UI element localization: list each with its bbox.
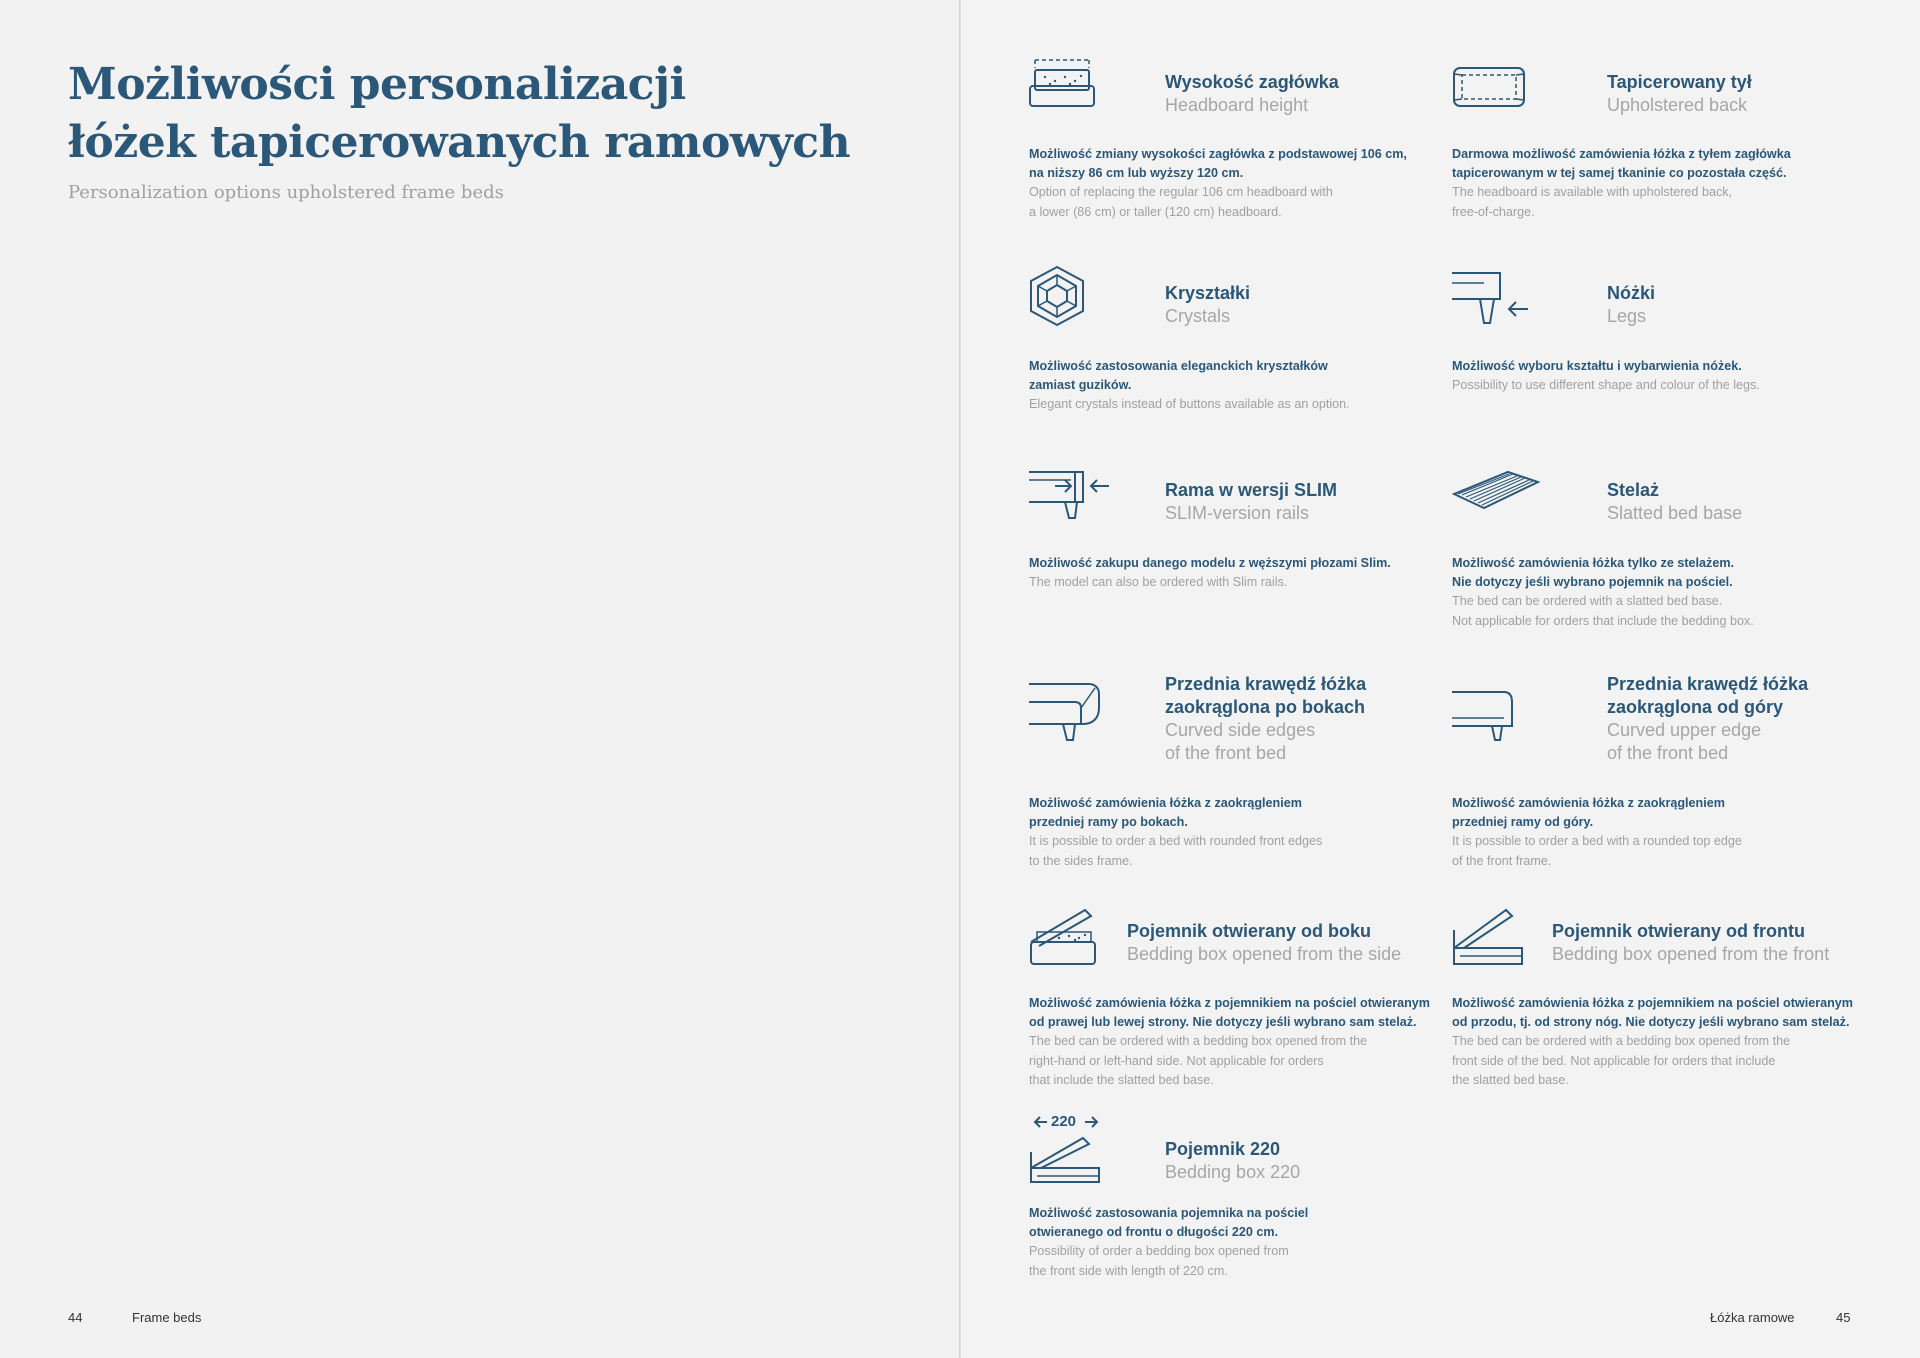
feature-title-pl: Tapicerowany tył bbox=[1607, 72, 1752, 92]
feature-title-en: Bedding box opened from the front bbox=[1552, 944, 1830, 964]
feature-title-en: SLIM-version rails bbox=[1165, 503, 1310, 523]
headboard-height-icon bbox=[1029, 56, 1101, 114]
title-line-2: łóżek tapicerowanych ramowych bbox=[68, 117, 851, 168]
feature-title-pl: Przednia krawędź łóżka zaokrąglona po bokach bbox=[1165, 674, 1367, 717]
feature-desc-en: The bed can be ordered with a bedding box opened from the right-hand or left-hand side. Not applicable for orders that include the slatted bed base. bbox=[1029, 1034, 1368, 1087]
feature-desc-en: Possibility of order a bedding box opened from the front side with length of 220 cm. bbox=[1029, 1244, 1289, 1278]
page-title bbox=[68, 56, 850, 172]
feature-description bbox=[1452, 357, 1872, 395]
feature-heading bbox=[1552, 920, 1829, 966]
feature-desc-en: Elegant crystals instead of buttons available as an option. bbox=[1029, 397, 1350, 412]
feature-description bbox=[1452, 145, 1872, 222]
feature-description bbox=[1029, 554, 1449, 592]
feature-desc-pl: Możliwość zakupu danego modelu z węższymi płozami Slim. bbox=[1029, 556, 1391, 570]
right-page-number: 45 bbox=[1836, 1310, 1851, 1325]
slim-rails-icon bbox=[1029, 468, 1113, 522]
feature-description bbox=[1029, 357, 1449, 415]
feature-title-pl: Nóżki bbox=[1607, 283, 1656, 303]
left-page-number: 44 bbox=[68, 1310, 83, 1325]
feature-desc-pl: Możliwość zmiany wysokości zagłówka z podstawowej 106 cm, na niższy 86 cm lub wyższy 120 cm. bbox=[1029, 147, 1407, 181]
feature-title-pl: Przednia krawędź łóżka zaokrąglona od góry bbox=[1607, 674, 1809, 717]
feature-description bbox=[1029, 145, 1449, 222]
feature-desc-en: Possibility to use different shape and colour of the legs. bbox=[1452, 378, 1760, 393]
right-page bbox=[961, 0, 1920, 1358]
feature-desc-pl: Możliwość zamówienia łóżka z pojemnikiem na pościel otwieranym od prawej lub lewej strony. Nie dotyczy jeśli wybrano sam stelaż. bbox=[1029, 996, 1431, 1030]
side-bedding-box-icon bbox=[1029, 908, 1101, 968]
feature-description bbox=[1029, 794, 1449, 871]
feature-desc-pl: Możliwość zastosowania eleganckich kryształków zamiast guzików. bbox=[1029, 359, 1328, 393]
feature-description bbox=[1452, 794, 1872, 871]
feature-heading bbox=[1607, 673, 1808, 765]
feature-desc-en: Option of replacing the regular 106 cm headboard with a lower (86 cm) or taller (120 cm) headboard. bbox=[1029, 185, 1333, 219]
feature-title-en: Curved side edges of the front bed bbox=[1165, 720, 1316, 763]
feature-title-en: Bedding box 220 bbox=[1165, 1162, 1301, 1182]
right-section-name: Łóżka ramowe bbox=[1710, 1310, 1795, 1325]
feature-desc-en: The model can also be ordered with Slim rails. bbox=[1029, 575, 1288, 590]
front-bedding-box-icon bbox=[1452, 908, 1526, 968]
feature-description bbox=[1029, 1204, 1449, 1281]
page-subtitle: Personalization options upholstered frame beds bbox=[68, 182, 504, 203]
feature-title-en: Legs bbox=[1607, 306, 1647, 326]
feature-title-pl: Kryształki bbox=[1165, 283, 1251, 303]
feature-heading bbox=[1607, 71, 1752, 117]
feature-heading bbox=[1607, 282, 1655, 328]
feature-desc-pl: Możliwość zamówienia łóżka z pojemnikiem na pościel otwieranym od przodu, tj. od strony nóg. Nie dotyczy jeśli wybrano sam stelaż. bbox=[1452, 996, 1854, 1030]
feature-title-en: Curved upper edge of the front bed bbox=[1607, 720, 1762, 763]
feature-desc-pl: Możliwość zamówienia łóżka z zaokrągleniem przedniej ramy od góry. bbox=[1452, 796, 1725, 830]
feature-heading bbox=[1165, 1138, 1300, 1184]
slatted-base-icon bbox=[1452, 468, 1542, 514]
feature-desc-en: The bed can be ordered with a bedding box opened from the front side of the bed. Not applicable for orders that include the slatted bed base. bbox=[1452, 1034, 1791, 1087]
feature-title-en: Headboard height bbox=[1165, 95, 1309, 115]
title-line-1: Możliwości personalizacji bbox=[68, 59, 686, 110]
feature-heading bbox=[1607, 479, 1742, 525]
feature-desc-en: The bed can be ordered with a slatted bed base. Not applicable for orders that include the bedding box. bbox=[1452, 594, 1754, 628]
feature-desc-pl: Możliwość zamówienia łóżka tylko ze stelażem. Nie dotyczy jeśli wybrano pojemnik na pościel. bbox=[1452, 556, 1735, 590]
curved-side-edges-icon bbox=[1029, 682, 1103, 742]
feature-desc-pl: Możliwość zastosowania pojemnika na pościel otwieranego od frontu o długości 220 cm. bbox=[1029, 1206, 1309, 1240]
feature-title-en: Bedding box opened from the side bbox=[1127, 944, 1402, 964]
feature-heading bbox=[1165, 71, 1339, 117]
feature-title-en: Crystals bbox=[1165, 306, 1231, 326]
feature-desc-en: It is possible to order a bed with a rounded top edge of the front frame. bbox=[1452, 834, 1742, 868]
feature-description bbox=[1452, 554, 1872, 631]
feature-title-pl: Stelaż bbox=[1607, 480, 1660, 500]
feature-description bbox=[1452, 994, 1872, 1090]
feature-title-pl: Wysokość zagłówka bbox=[1165, 72, 1339, 92]
upholstered-back-icon bbox=[1452, 66, 1526, 108]
crystal-icon bbox=[1029, 265, 1085, 327]
feature-desc-en: It is possible to order a bed with rounded front edges to the sides frame. bbox=[1029, 834, 1323, 868]
feature-heading bbox=[1165, 282, 1250, 328]
feature-heading bbox=[1127, 920, 1401, 966]
feature-heading bbox=[1165, 479, 1337, 525]
feature-desc-pl: Możliwość zamówienia łóżka z zaokrągleniem przedniej ramy po bokach. bbox=[1029, 796, 1302, 830]
feature-desc-en: The headboard is available with upholstered back, free-of-charge. bbox=[1452, 185, 1733, 219]
feature-title-pl: Pojemnik 220 bbox=[1165, 1139, 1281, 1159]
feature-desc-pl: Darmowa możliwość zamówienia łóżka z tyłem zagłówka tapicerowanym w tej samej tkaninie co pozostała część. bbox=[1452, 147, 1791, 181]
feature-title-pl: Pojemnik otwierany od boku bbox=[1127, 921, 1372, 941]
left-section-name: Frame beds bbox=[132, 1310, 202, 1325]
left-page bbox=[0, 0, 959, 1358]
feature-title-pl: Rama w wersji SLIM bbox=[1165, 480, 1338, 500]
feature-desc-pl: Możliwość wyboru kształtu i wybarwienia nóżek. bbox=[1452, 359, 1742, 373]
feature-description bbox=[1029, 994, 1449, 1090]
feature-title-en: Upholstered back bbox=[1607, 95, 1748, 115]
bedding-box-220-icon bbox=[1029, 1112, 1103, 1186]
curved-upper-edge-icon bbox=[1452, 690, 1516, 744]
legs-icon bbox=[1452, 269, 1532, 327]
feature-heading bbox=[1165, 673, 1366, 765]
feature-title-en: Slatted bed base bbox=[1607, 503, 1743, 523]
feature-title-pl: Pojemnik otwierany od frontu bbox=[1552, 921, 1806, 941]
box-length-label: 220 bbox=[1051, 1113, 1077, 1130]
